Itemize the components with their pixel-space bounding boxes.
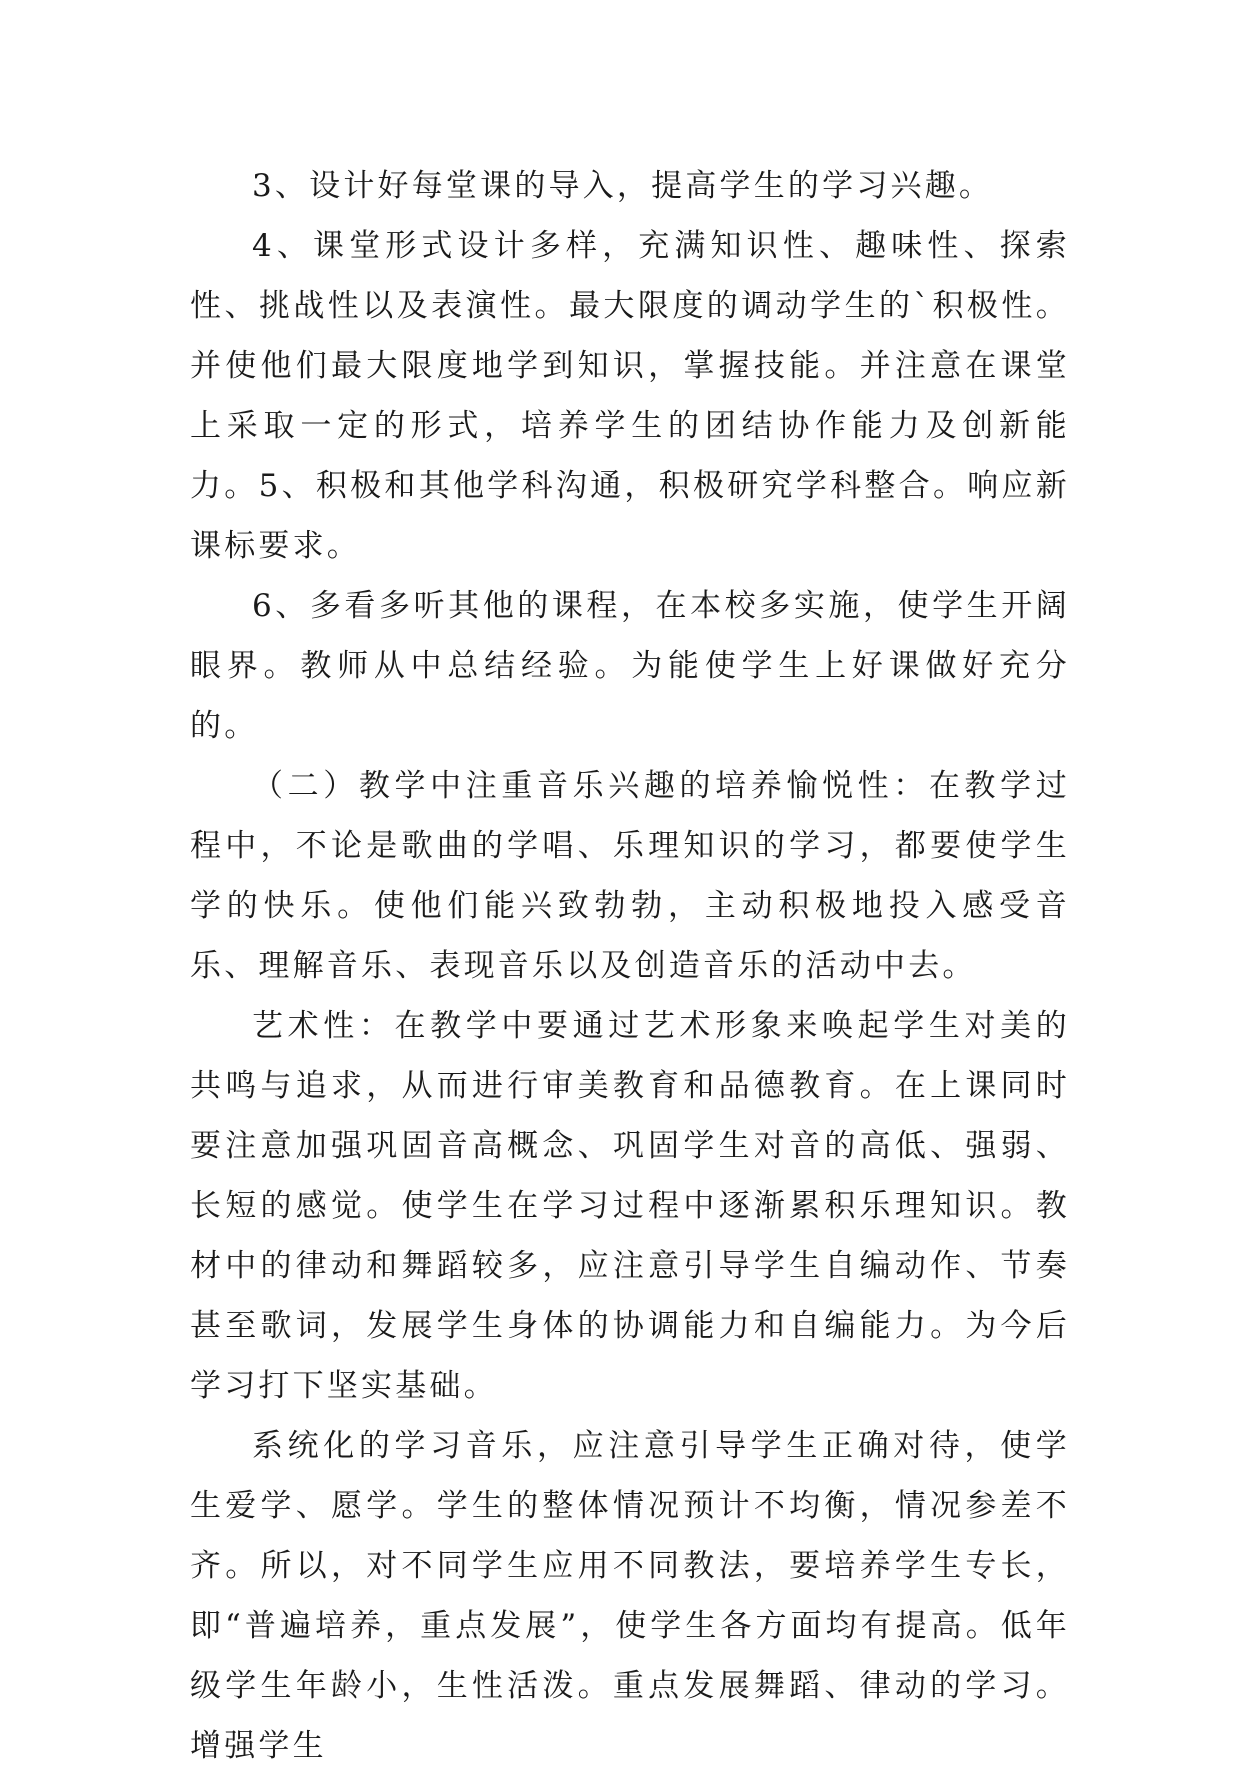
paragraph-lesson-intro: 3、设计好每堂课的导入，提高学生的学习兴趣。: [252, 168, 994, 204]
paragraph-artistry: 艺术性：在教学中要通过艺术形象来唤起学生对美的共鸣与追求，从而进行审美教育和品德教育。在上课同时要注意加强巩固音高概念、巩固学生对音的高低、强弱、长短的感觉。使学生在学习过程中逐渐累积乐理知识。教材中的律动和舞蹈较多，应注意引导学生自编动作、节奏甚至歌词，发展学生身体的协调能力和自编能力。为今后学习打下坚实基础。: [190, 1008, 1070, 1404]
paragraph-interest-cultivation: （二）教学中注重音乐兴趣的培养愉悦性：在教学过程中，不论是歌曲的学唱、乐理知识的学习，都要使学生学的快乐。使他们能兴致勃勃，主动积极地投入感受音乐、理解音乐、表现音乐以及创造音乐的活动中去。: [190, 768, 1070, 984]
document-page: [190, 156, 1070, 1776]
paragraph-observe-lessons: 6、多看多听其他的课程，在本校多实施，使学生开阔眼界。教师从中总结经验。为能使学生上好课做好充分的。: [190, 588, 1070, 744]
paragraph-systematic-learning: 系统化的学习音乐，应注意引导学生正确对待，使学生爱学、愿学。学生的整体情况预计不均衡，情况参差不齐。所以，对不同学生应用不同教法，要培养学生专长，即“普遍培养，重点发展”，使学生各方面均有提高。低年级学生年龄小，生性活泼。重点发展舞蹈、律动的学习。增强学生: [190, 1428, 1070, 1764]
paragraph-class-format: 4、课堂形式设计多样，充满知识性、趣味性、探索性、挑战性以及表演性。最大限度的调动学生的`积极性。并使他们最大限度地学到知识，掌握技能。并注意在课堂上采取一定的形式，培养学生的团结协作能力及创新能力。5、积极和其他学科沟通，积极研究学科整合。响应新课标要求。: [190, 228, 1070, 564]
